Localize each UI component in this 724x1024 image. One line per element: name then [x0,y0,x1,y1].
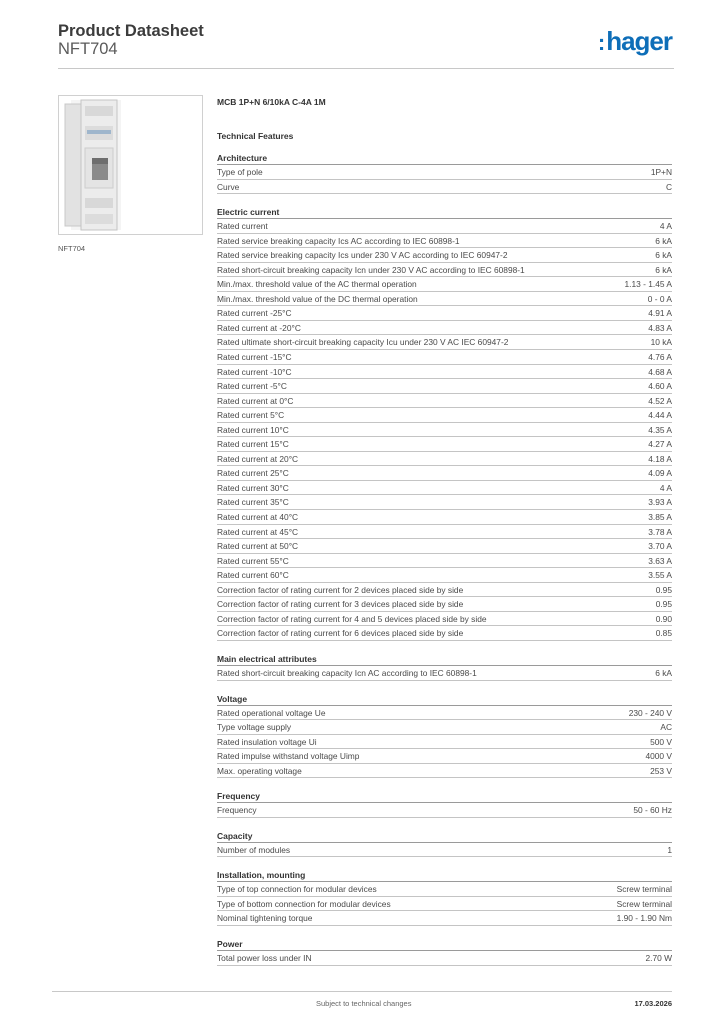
spec-value: 3.70 A [648,541,672,552]
spec-label: Rated insulation voltage Ui [217,736,317,747]
spec-row [217,248,672,263]
spec-label: Number of modules [217,844,291,855]
spec-value: 4000 V [645,751,672,762]
spec-section [217,652,672,681]
spec-value: 50 - 60 Hz [633,805,672,816]
spec-row [217,803,672,818]
spec-label: Min./max. threshold value of the AC thermal operation [217,279,417,290]
spec-label: Rated impulse withstand voltage Uimp [217,751,360,762]
spec-row [217,234,672,249]
spec-row [217,706,672,721]
spec-label: Rated current 35°C [217,497,289,508]
section-title: Electric current [217,205,672,219]
spec-value: 10 kA [650,337,672,348]
hager-logo [598,26,672,57]
technical-features-title: Technical Features [217,131,294,141]
spec-row [217,466,672,481]
spec-label: Rated current at 20°C [217,453,299,464]
section-title: Architecture [217,151,672,165]
spec-label: Rated current -5°C [217,381,287,392]
spec-section [217,829,672,858]
spec-value: 1 [667,844,672,855]
spec-value: 0.95 [655,584,672,595]
spec-label: Rated ultimate short-circuit breaking capacity Icu under 230 V AC IEC 60947-2 [217,337,509,348]
spec-label: Max. operating voltage [217,765,302,776]
spec-row [217,720,672,735]
spec-row [217,583,672,598]
spec-row [217,481,672,496]
spec-label: Rated current at -20°C [217,322,301,333]
spec-label: Rated current [217,221,268,232]
spec-value: C [665,181,672,192]
spec-row [217,882,672,897]
spec-label: Correction factor of rating current for 4 and 5 devices placed side by side [217,613,487,624]
spec-value: 4 A [659,221,672,232]
spec-row [217,180,672,195]
spec-row [217,843,672,858]
spec-label: Rated current 30°C [217,482,289,493]
spec-value: 4.35 A [648,424,672,435]
spec-value: 0.85 [655,628,672,639]
spec-value: 4.83 A [648,322,672,333]
spec-row [217,525,672,540]
spec-label: Type voltage supply [217,722,292,733]
spec-label: Total power loss under IN [217,952,312,963]
spec-row [217,597,672,612]
spec-value: 0.95 [655,599,672,610]
spec-value: 6 kA [655,667,672,678]
spec-row [217,263,672,278]
spec-label: Rated current at 40°C [217,512,299,523]
spec-row [217,554,672,569]
product-image [58,95,203,235]
top-terminal [85,106,113,116]
bottom-clip [85,214,113,224]
spec-label: Rated current 25°C [217,468,289,479]
spec-label: Type of top connection for modular devices [217,884,377,895]
spec-row [217,394,672,409]
footer-note: Subject to technical changes [316,999,412,1008]
section-title: Power [217,937,672,951]
spec-value: 4.27 A [648,439,672,450]
spec-row [217,350,672,365]
spec-label: Rated current 55°C [217,555,289,566]
spec-row [217,951,672,966]
spec-label: Type of pole [217,167,263,177]
spec-label: Nominal tightening torque [217,913,313,924]
image-caption: NFT704 [58,244,86,253]
spec-value: 1P+N [650,167,672,177]
spec-value: AC [660,722,672,733]
spec-label: Frequency [217,805,257,816]
page-header [58,20,674,70]
spec-value: 3.93 A [648,497,672,508]
spec-label: Min./max. threshold value of the DC thermal operation [217,293,418,304]
spec-row [217,423,672,438]
spec-value: 500 V [650,736,672,747]
spec-value: 6 kA [655,250,672,261]
footer-date: 17.03.2026 [634,999,672,1008]
spec-value: 4.91 A [648,308,672,319]
spec-row [217,165,672,180]
spec-label: Rated current at 45°C [217,526,299,537]
spec-label: Rated short-circuit breaking capacity Icn under 230 V AC according to IEC 60898-1 [217,264,525,275]
spec-value: 4.76 A [648,352,672,363]
spec-value: 4.18 A [648,453,672,464]
spec-label: Rated current at 50°C [217,541,299,552]
spec-label: Rated short-circuit breaking capacity Icn AC according to IEC 60898-1 [217,667,477,678]
spec-value: 0 - 0 A [647,293,672,304]
footer-divider [52,991,672,992]
spec-section [217,151,672,194]
header-divider [58,68,674,69]
spec-row [217,306,672,321]
spec-row [217,568,672,583]
breaker-side-panel [65,104,83,226]
spec-label: Rated service breaking capacity Ics under 230 V AC according to IEC 60947-2 [217,250,508,261]
spec-value: 1.90 - 1.90 Nm [616,913,672,924]
spec-row [217,749,672,764]
product-code: NFT704 [58,40,118,58]
spec-value: 6 kA [655,235,672,246]
spec-value: 4 A [659,482,672,493]
circuit-breaker-illustration [59,96,202,234]
brand-label [87,130,111,134]
spec-value: 4.60 A [648,381,672,392]
spec-value: 6 kA [655,264,672,275]
spec-row [217,452,672,467]
spec-label: Correction factor of rating current for 3 devices placed side by side [217,599,464,610]
spec-row [217,335,672,350]
spec-row [217,612,672,627]
spec-row [217,666,672,681]
spec-row [217,277,672,292]
spec-value: 253 V [650,765,672,776]
spec-row [217,379,672,394]
spec-label: Rated service breaking capacity Ics AC according to IEC 60898-1 [217,235,460,246]
spec-value: 4.68 A [648,366,672,377]
spec-value: 4.44 A [648,410,672,421]
product-name: MCB 1P+N 6/10kA C-4A 1M [217,97,326,107]
spec-value: 230 - 240 V [628,707,672,718]
spec-label: Rated current -15°C [217,352,292,363]
section-title: Main electrical attributes [217,652,672,666]
spec-label: Rated current at 0°C [217,395,294,406]
spec-value: 0.90 [655,613,672,624]
spec-value: 1.13 - 1.45 A [624,279,672,290]
spec-row [217,510,672,525]
spec-label: Type of bottom connection for modular devices [217,898,391,909]
spec-value: 4.52 A [648,395,672,406]
spec-row [217,437,672,452]
spec-row [217,321,672,336]
spec-label: Rated current 10°C [217,424,289,435]
spec-label: Correction factor of rating current for 6 devices placed side by side [217,628,464,639]
spec-label: Rated current 60°C [217,570,289,581]
spec-row [217,292,672,307]
spec-row [217,408,672,423]
spec-label: Rated current -10°C [217,366,292,377]
logo-text: hager [606,26,672,56]
spec-section [217,937,672,966]
spec-row [217,735,672,750]
spec-sections [217,151,672,966]
spec-label: Curve [217,181,240,192]
spec-label: Rated current 15°C [217,439,289,450]
section-title: Installation, mounting [217,868,672,882]
section-title: Capacity [217,829,672,843]
spec-row [217,911,672,926]
spec-label: Correction factor of rating current for 2 devices placed side by side [217,584,464,595]
spec-row [217,626,672,641]
spec-label: Rated current -25°C [217,308,292,319]
spec-value: 3.63 A [648,555,672,566]
spec-section [217,205,672,641]
spec-row [217,495,672,510]
bottom-terminal [85,198,113,208]
spec-value: 3.55 A [648,570,672,581]
spec-value: 4.09 A [648,468,672,479]
toggle-lever-top [92,158,108,164]
section-title: Voltage [217,692,672,706]
spec-row [217,764,672,779]
spec-section [217,789,672,818]
document-title: Product Datasheet [58,22,204,40]
section-title: Frequency [217,789,672,803]
spec-value: 2.70 W [645,952,672,963]
spec-value: 3.78 A [648,526,672,537]
spec-row [217,365,672,380]
spec-row [217,539,672,554]
spec-value: 3.85 A [648,512,672,523]
spec-section [217,692,672,779]
technical-content [217,95,672,966]
spec-row [217,897,672,912]
spec-label: Rated current 5°C [217,410,285,421]
spec-value: Screw terminal [616,898,672,909]
spec-value: Screw terminal [616,884,672,895]
spec-row [217,219,672,234]
spec-section [217,868,672,926]
logo-dots: : [597,30,606,55]
spec-label: Rated operational voltage Ue [217,707,326,718]
